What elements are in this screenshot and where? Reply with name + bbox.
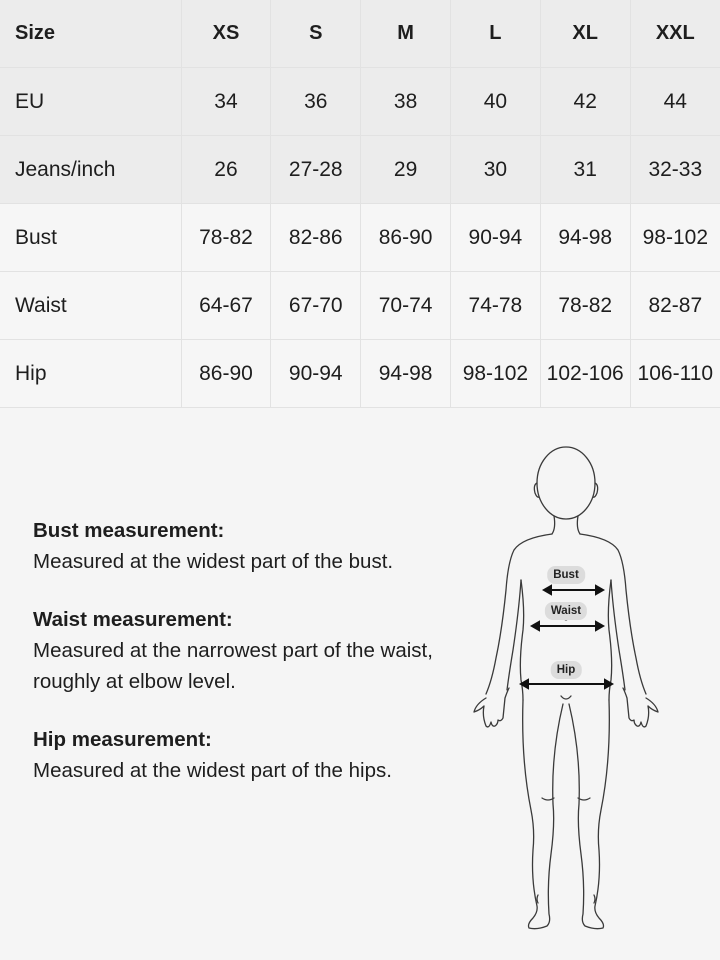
table-cell: 78-82: [540, 272, 630, 340]
table-cell: 74-78: [450, 272, 540, 340]
size-header-label: Size: [0, 0, 181, 68]
row-label: Bust: [0, 204, 181, 272]
table-cell: 67-70: [271, 272, 361, 340]
bust-label: Bust: [547, 566, 585, 584]
table-cell: 40: [450, 68, 540, 136]
waist-guide-heading: Waist measurement:: [33, 608, 233, 631]
table-cell: 34: [181, 68, 271, 136]
waist-guide: [33, 604, 453, 697]
size-header-xl: XL: [540, 0, 630, 68]
table-cell: 106-110: [630, 340, 720, 408]
table-cell: 98-102: [630, 204, 720, 272]
hip-label: Hip: [551, 661, 582, 679]
table-cell: 102-106: [540, 340, 630, 408]
row-label: Jeans/inch: [0, 136, 181, 204]
table-cell: 38: [361, 68, 451, 136]
table-cell: 32-33: [630, 136, 720, 204]
table-row-jeans: [0, 136, 720, 204]
table-cell: 31: [540, 136, 630, 204]
waist-guide-text: Measured at the narrowest part of the waist, roughly at elbow level.: [33, 639, 433, 693]
table-row-waist: [0, 272, 720, 340]
body-measurement-figure: [468, 440, 668, 940]
bust-guide-text: Measured at the widest part of the bust.: [33, 550, 394, 573]
body-outline-illustration: [468, 440, 668, 940]
table-row-hip: [0, 340, 720, 408]
hip-guide: [33, 724, 453, 786]
measurement-guide: [33, 515, 453, 813]
row-label: Waist: [0, 272, 181, 340]
table-row-bust: [0, 204, 720, 272]
size-header-row: [0, 0, 720, 68]
table-cell: 26: [181, 136, 271, 204]
table-cell: 90-94: [271, 340, 361, 408]
table-cell: 42: [540, 68, 630, 136]
size-header-xxl: XXL: [630, 0, 720, 68]
table-cell: 86-90: [181, 340, 271, 408]
table-cell: 86-90: [361, 204, 451, 272]
table-cell: 82-87: [630, 272, 720, 340]
hip-guide-heading: Hip measurement:: [33, 728, 212, 751]
hip-guide-text: Measured at the widest part of the hips.: [33, 759, 392, 782]
size-header-xs: XS: [181, 0, 271, 68]
waist-label: Waist: [545, 602, 587, 620]
size-header-m: M: [361, 0, 451, 68]
table-cell: 78-82: [181, 204, 271, 272]
table-cell: 90-94: [450, 204, 540, 272]
table-cell: 64-67: [181, 272, 271, 340]
table-row-eu: [0, 68, 720, 136]
row-label: Hip: [0, 340, 181, 408]
size-header-s: S: [271, 0, 361, 68]
table-cell: 98-102: [450, 340, 540, 408]
bust-guide-heading: Bust measurement:: [33, 519, 225, 542]
table-cell: 29: [361, 136, 451, 204]
size-header-l: L: [450, 0, 540, 68]
table-cell: 27-28: [271, 136, 361, 204]
size-chart-table: [0, 0, 720, 408]
bust-guide: [33, 515, 453, 577]
table-cell: 94-98: [540, 204, 630, 272]
table-cell: 44: [630, 68, 720, 136]
table-cell: 36: [271, 68, 361, 136]
table-cell: 30: [450, 136, 540, 204]
table-cell: 94-98: [361, 340, 451, 408]
table-cell: 82-86: [271, 204, 361, 272]
row-label: EU: [0, 68, 181, 136]
table-cell: 70-74: [361, 272, 451, 340]
